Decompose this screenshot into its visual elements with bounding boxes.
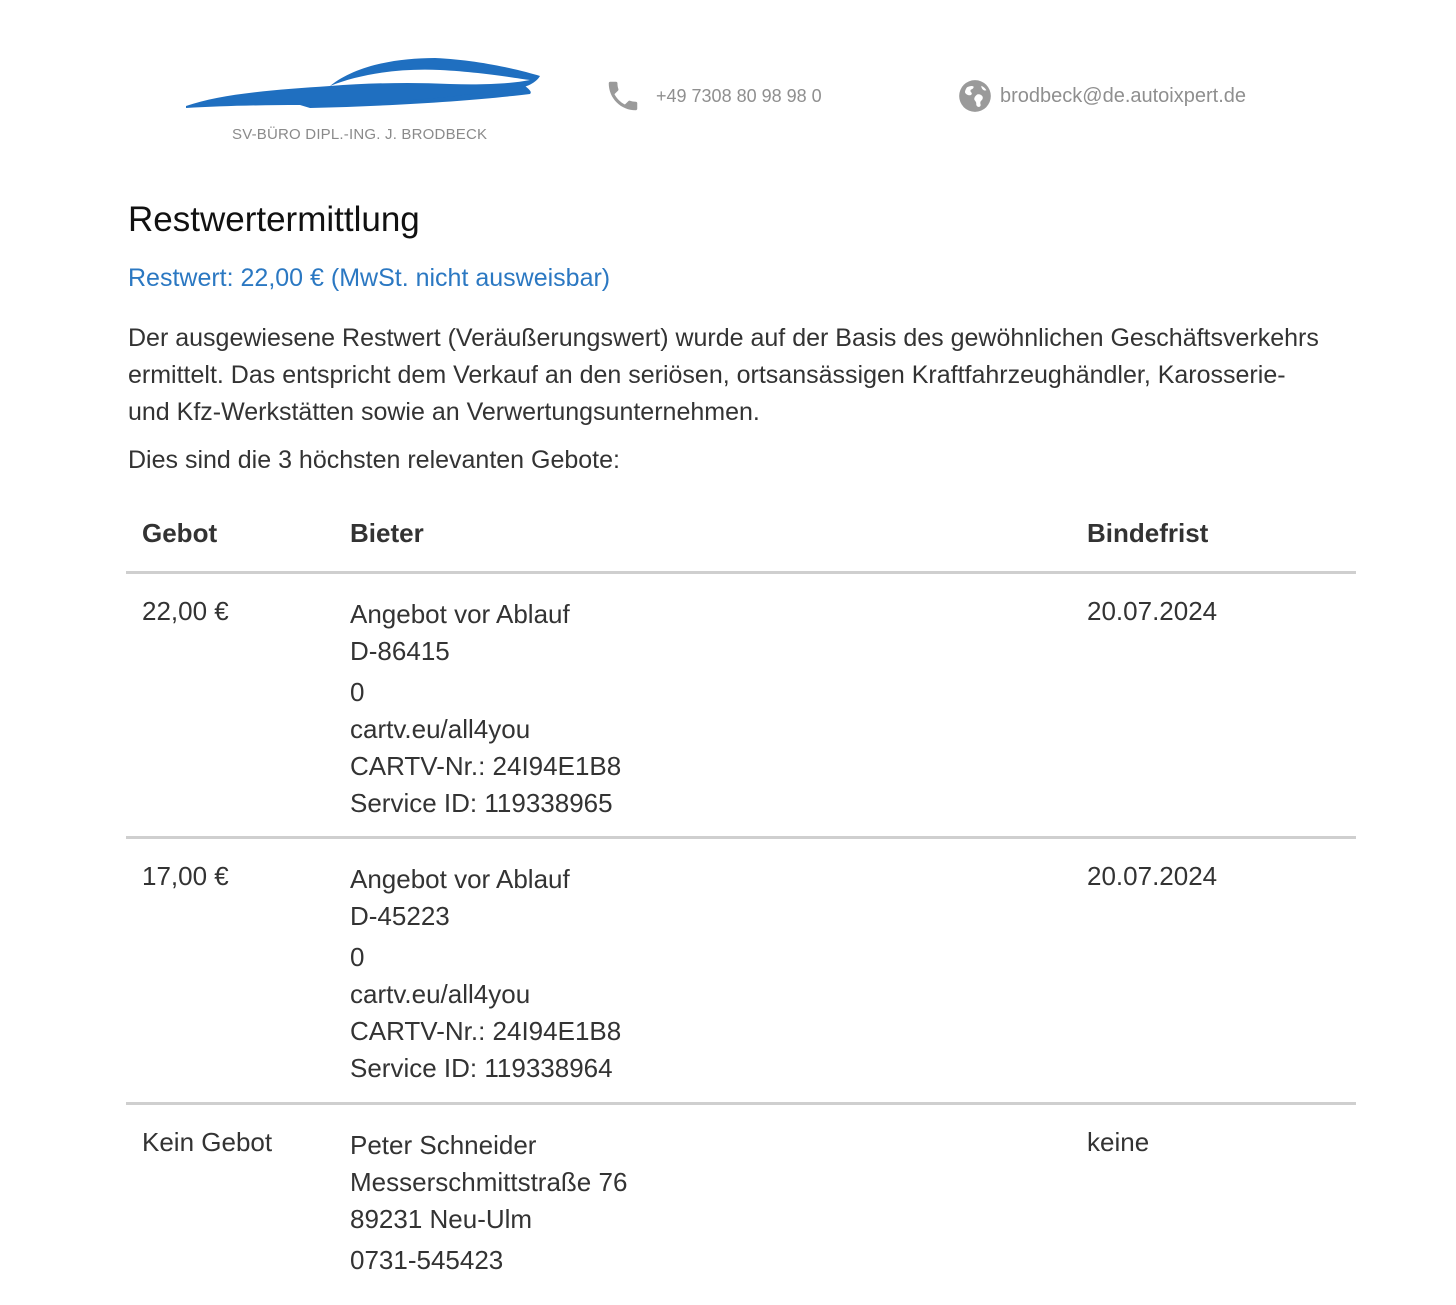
logo-text: SV-BÜRO DIPL.-ING. J. BRODBECK bbox=[232, 126, 488, 143]
phone-number: +49 7308 80 98 98 0 bbox=[656, 85, 822, 106]
bidder-line: CARTV-Nr.: 24I94E1B8 bbox=[350, 1016, 622, 1046]
bid-amount: Kein Gebot bbox=[142, 1127, 273, 1157]
header-gebot: Gebot bbox=[142, 518, 218, 548]
bindefrist-date: 20.07.2024 bbox=[1087, 861, 1218, 891]
header-bieter: Bieter bbox=[350, 518, 424, 548]
bidder-line: Angebot vor Ablauf bbox=[350, 864, 570, 894]
bindefrist-date: 20.07.2024 bbox=[1087, 596, 1218, 626]
header-bindefrist: Bindefrist bbox=[1087, 518, 1209, 548]
bidder-line: cartv.eu/all4you bbox=[350, 979, 531, 1009]
bidder-info bbox=[350, 1127, 627, 1279]
bidder-line: Angebot vor Ablauf bbox=[350, 599, 570, 629]
phone-icon bbox=[604, 77, 642, 115]
bindefrist-date: keine bbox=[1087, 1127, 1150, 1157]
bidder-line: CARTV-Nr.: 24I94E1B8 bbox=[350, 751, 622, 781]
company-logo bbox=[180, 50, 550, 150]
bidder-line: cartv.eu/all4you bbox=[350, 714, 531, 744]
bidder-line: 0 bbox=[350, 677, 365, 707]
bidder-line: D-45223 bbox=[350, 901, 450, 931]
car-silhouette-logo bbox=[180, 50, 550, 120]
table-header bbox=[126, 508, 1356, 574]
description-paragraph: Der ausgewiesene Restwert (Veräußerungswert) wurde auf der Basis des gewöhnlichen Geschäftsverkehrs ermittelt. Das entspricht dem Verkauf an den seriösen, ortsansässigen Kraftfahrzeughändler, Karosserie- und Kfz-Werkstätten sowie an Verwertungsunternehmen. bbox=[128, 324, 1319, 426]
bidder-line: 0 bbox=[350, 942, 365, 972]
bid-amount: 17,00 € bbox=[142, 861, 229, 891]
restwert-value: Restwert: 22,00 € (MwSt. nicht ausweisbar) bbox=[128, 264, 611, 292]
globe-icon bbox=[956, 77, 994, 115]
page-header bbox=[0, 0, 1456, 160]
email-contact[interactable] bbox=[956, 76, 1246, 116]
bidder-line: Peter Schneider bbox=[350, 1130, 537, 1160]
bids-intro: Dies sind die 3 höchsten relevanten Gebote: bbox=[128, 446, 620, 474]
table-row bbox=[126, 839, 1356, 1105]
bid-amount: 22,00 € bbox=[142, 596, 229, 626]
bidder-info bbox=[350, 596, 621, 822]
bidder-line: Messerschmittstraße 76 bbox=[350, 1167, 628, 1197]
bidder-line: Service ID: 119338964 bbox=[350, 1053, 613, 1083]
email-address: brodbeck@de.autoixpert.de bbox=[1000, 84, 1247, 107]
bidder-line: Service ID: 119338965 bbox=[350, 788, 613, 818]
bidder-line: 0731-545423 bbox=[350, 1245, 504, 1275]
bidder-info bbox=[350, 861, 621, 1087]
phone-contact[interactable] bbox=[604, 76, 822, 116]
bidder-line: 89231 Neu-Ulm bbox=[350, 1204, 533, 1234]
bids-table bbox=[126, 508, 1356, 1305]
table-row bbox=[126, 1105, 1356, 1305]
bidder-line: D-86415 bbox=[350, 636, 450, 666]
table-row bbox=[126, 574, 1356, 839]
page-title: Restwertermittlung bbox=[128, 200, 420, 239]
